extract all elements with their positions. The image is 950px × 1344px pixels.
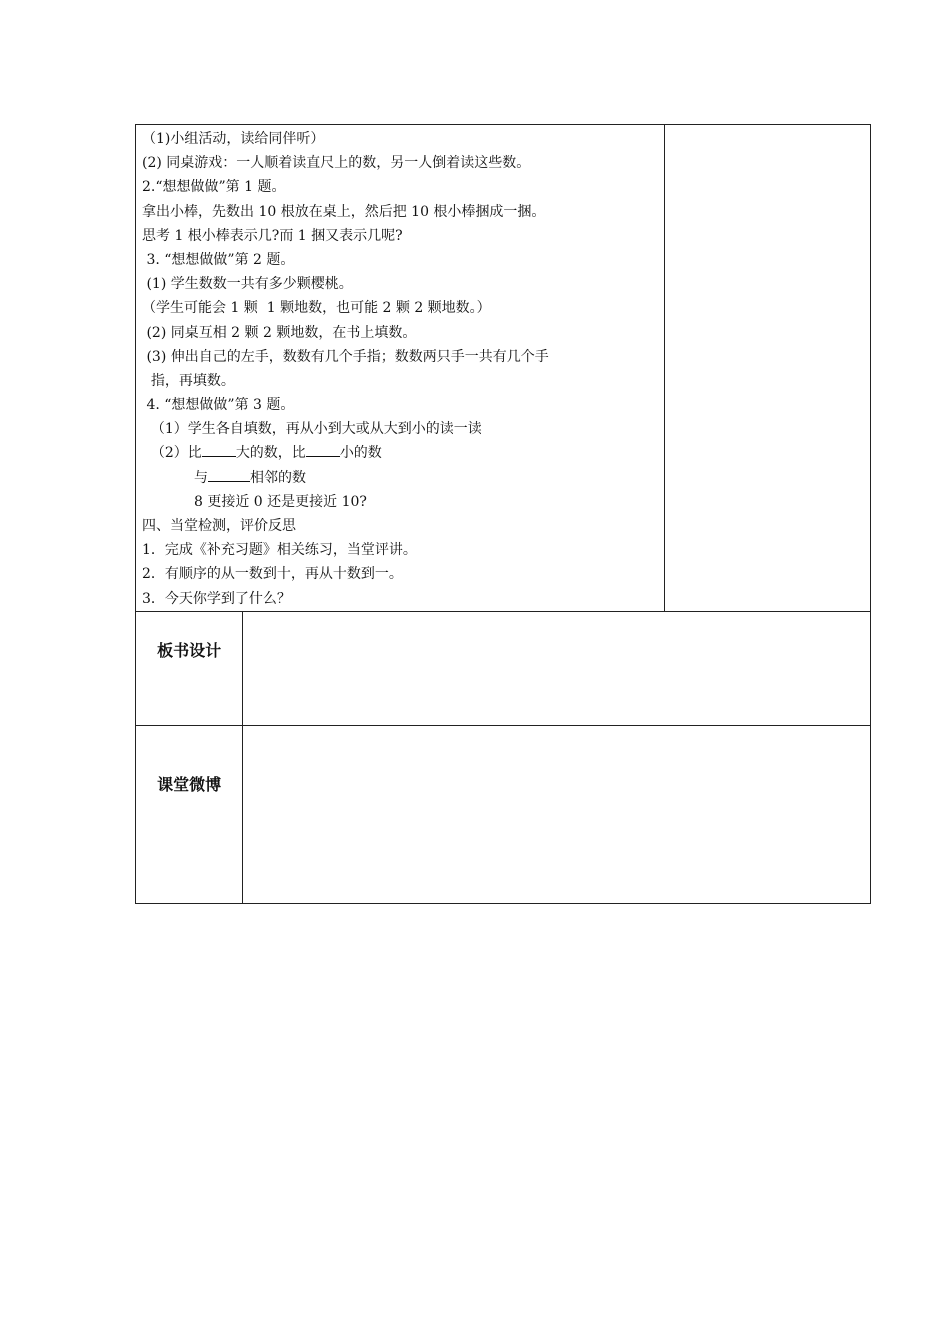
content-line: 2.“想想做做”第 1 题。 bbox=[142, 179, 286, 196]
class-microblog-row bbox=[136, 725, 871, 903]
section-heading: 四、当堂检测，评价反思 bbox=[142, 518, 296, 534]
fill-mid: 大的数，比 bbox=[235, 445, 306, 462]
content-line: 3．今天你学到了什么？ bbox=[142, 590, 291, 607]
content-line: (1) 学生数数一共有多少颗樱桃。 bbox=[142, 276, 353, 293]
content-line: 2．有顺序的从一数到十，再从十数到一。 bbox=[142, 566, 403, 583]
content-line: (2) 同桌互相 2 颗 2 颗地数，在书上填数。 bbox=[142, 324, 417, 341]
content-line: 指，再填数。 bbox=[142, 372, 235, 389]
content-line: 3. “想想做做”第 2 题。 bbox=[142, 251, 295, 268]
content-line: （学生可能会 1 颗 1 颗地数，也可能 2 颗 2 颗地数。） bbox=[142, 300, 491, 317]
class-microblog-cell bbox=[243, 725, 871, 903]
neighbor-end: 相邻的数 bbox=[250, 469, 306, 486]
board-design-cell bbox=[243, 611, 871, 725]
process-row bbox=[136, 125, 871, 612]
fill-end: 小的数 bbox=[339, 445, 382, 462]
content-line: (3) 伸出自己的左手，数数有几个手指；数数两只手一共有几个手 bbox=[142, 348, 549, 365]
fill-prefix: （2）比 bbox=[142, 445, 202, 462]
notes-cell bbox=[664, 125, 870, 612]
content-line: 1．完成《补充习题》相关练习，当堂评讲。 bbox=[142, 542, 417, 559]
content-line: 4. “想想做做”第 3 题。 bbox=[142, 397, 295, 414]
fill-in-line bbox=[142, 441, 658, 465]
neighbor-line bbox=[142, 466, 658, 490]
content-line: （1）学生各自填数，再从小到大或从大到小的读一读 bbox=[142, 421, 482, 438]
fill-blank bbox=[208, 469, 250, 482]
neighbor-prefix: 与 bbox=[194, 469, 208, 486]
content-line: (2) 同桌游戏：一人顺着读直尺上的数，另一人倒着读这些数。 bbox=[142, 155, 531, 172]
teaching-process-cell bbox=[136, 125, 665, 612]
board-design-row bbox=[136, 611, 871, 725]
content-line: 思考 1 根小棒表示几?而 1 捆又表示几呢? bbox=[142, 227, 403, 244]
lesson-plan-table bbox=[135, 124, 871, 904]
board-design-label: 板书设计 bbox=[136, 611, 243, 725]
class-microblog-label: 课堂微博 bbox=[136, 725, 243, 903]
content-line: （1)小组活动，读给同伴听） bbox=[142, 131, 325, 147]
content-line: 拿出小棒，先数出 10 根放在桌上，然后把 10 根小棒捆成一捆。 bbox=[142, 203, 546, 220]
content-line: 8 更接近 0 还是更接近 10? bbox=[194, 493, 367, 510]
fill-blank bbox=[202, 444, 236, 457]
fill-blank bbox=[306, 444, 340, 457]
